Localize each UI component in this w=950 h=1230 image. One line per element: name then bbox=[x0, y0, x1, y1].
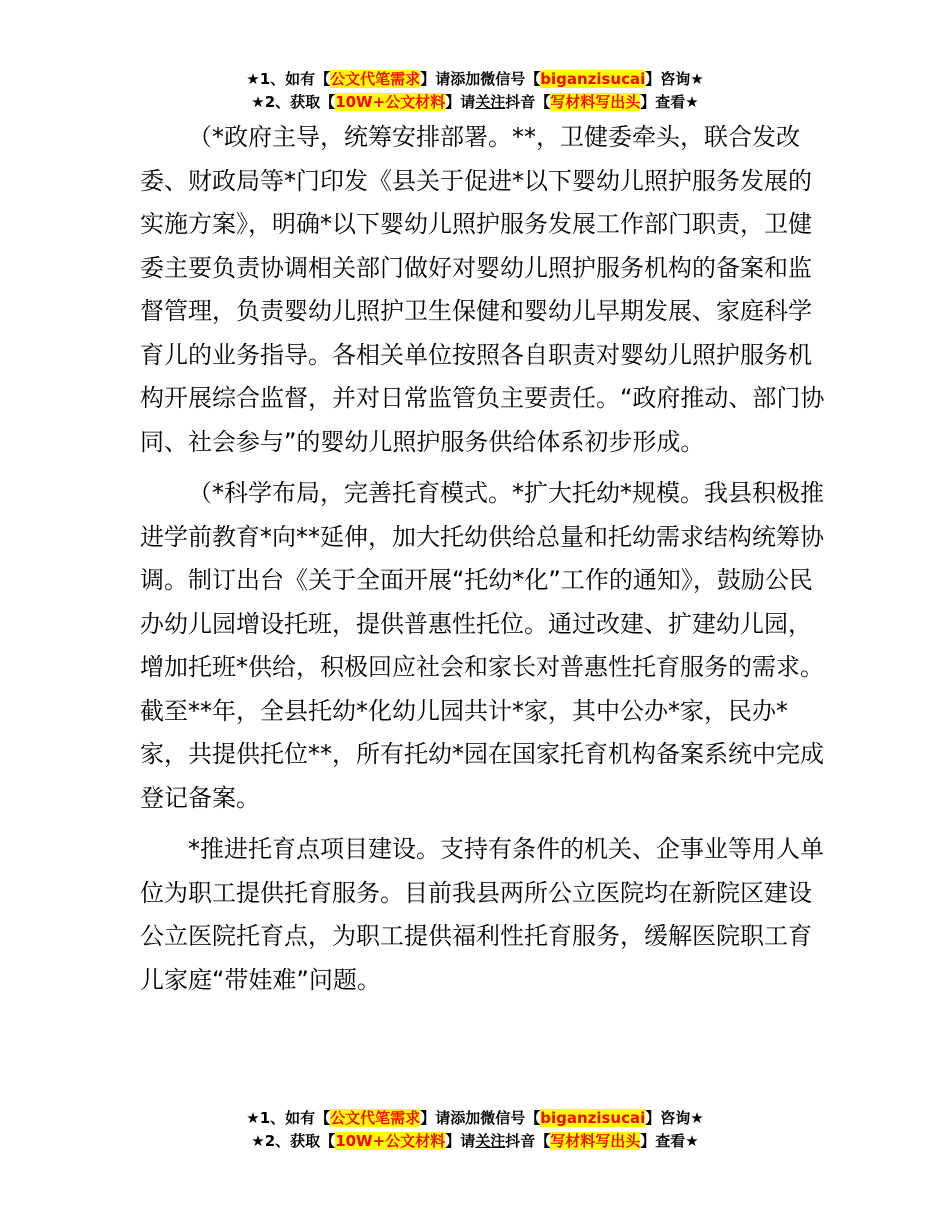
footer-highlight-materials: 10W+公文材料 bbox=[335, 1132, 446, 1150]
paragraph-government-led: （*政府主导，统筹安排部署。**，卫健委牵头，联合发改委、财政局等*门印发《县关于促进*以下婴幼儿照护服务发展的实施方案》，明确*以下婴幼儿照护服务发展工作部门职责，卫健委主要负责协调相关部门做好对婴幼儿照护服务机构的备案和监督管理，负责婴幼儿照护卫生保健和婴幼儿早期发展、家庭科学育儿的业务指导。各相关单位按照各自职责对婴幼儿照护服务机构开展综合监督，并对日常监管负主要责任。“政府推动、部门协同、社会参与”的婴幼儿照护服务供给体系初步形成。 bbox=[140, 123, 825, 456]
footer-line-2-prefix: ★2、获取【 bbox=[251, 1132, 336, 1150]
footer-highlight-ghostwriting: 公文代笔需求 bbox=[330, 1109, 421, 1127]
header-highlight-materials: 10W+公文材料 bbox=[335, 93, 446, 111]
header-highlight-douyin: 写材料写出头 bbox=[550, 93, 641, 111]
header-banner bbox=[0, 68, 950, 114]
paragraph-scientific-layout: （*科学布局，完善托育模式。*扩大托幼*规模。我县积极推进学前教育*向**延伸，加大托幼供给总量和托幼需求结构统筹协调。制订出台《关于全面开展“托幼*化”工作的通知》，鼓励公民办幼儿园增设托班，提供普惠性托位。通过改建、扩建幼儿园，增加托班*供给，积极回应社会和家长对普惠性托育服务的需求。截至**年，全县托幼*化幼儿园共计*家，其中公办*家，民办*家，共提供托位**，所有托幼*园在国家托育机构备案系统中完成登记备案。 bbox=[140, 479, 824, 812]
document-body bbox=[140, 116, 830, 1010]
header-highlight-ghostwriting: 公文代笔需求 bbox=[330, 70, 421, 88]
footer-line-2-middle-a: 】请 bbox=[445, 1132, 476, 1150]
footer-line-1-suffix: 】咨询★ bbox=[645, 1109, 704, 1127]
header-line-2 bbox=[0, 91, 950, 114]
header-line-2-suffix: 】查看★ bbox=[640, 93, 699, 111]
footer-line-1-middle: 】请添加微信号【 bbox=[420, 1109, 541, 1127]
footer-banner bbox=[0, 1107, 950, 1153]
footer-line-2 bbox=[0, 1130, 950, 1153]
paragraph-childcare-points: *推进托育点项目建设。支持有条件的机关、企事业等用人单位为职工提供托育服务。目前我县两所公立医院均在新院区建设公立医院托育点，为职工提供福利性托育服务，缓解医院职工育儿家庭“带娃难”问题。 bbox=[140, 835, 824, 994]
header-line-2-middle-b: 抖音【 bbox=[505, 93, 551, 111]
footer-highlight-wechat-id: biganzisucai bbox=[540, 1109, 646, 1127]
footer-underlined-follow: 关注 bbox=[475, 1132, 506, 1150]
header-highlight-wechat-id: biganzisucai bbox=[540, 70, 646, 88]
header-line-1-middle: 】请添加微信号【 bbox=[420, 70, 541, 88]
footer-line-2-suffix: 】查看★ bbox=[640, 1132, 699, 1150]
header-line-2-middle-a: 】请 bbox=[445, 93, 476, 111]
header-line-1-suffix: 】咨询★ bbox=[645, 70, 704, 88]
header-line-1-prefix: ★1、如有【 bbox=[246, 70, 331, 88]
header-line-1 bbox=[0, 68, 950, 91]
footer-line-1 bbox=[0, 1107, 950, 1130]
footer-line-2-middle-b: 抖音【 bbox=[505, 1132, 551, 1150]
header-line-2-prefix: ★2、获取【 bbox=[251, 93, 336, 111]
footer-line-1-prefix: ★1、如有【 bbox=[246, 1109, 331, 1127]
footer-highlight-douyin: 写材料写出头 bbox=[550, 1132, 641, 1150]
header-underlined-follow: 关注 bbox=[475, 93, 506, 111]
